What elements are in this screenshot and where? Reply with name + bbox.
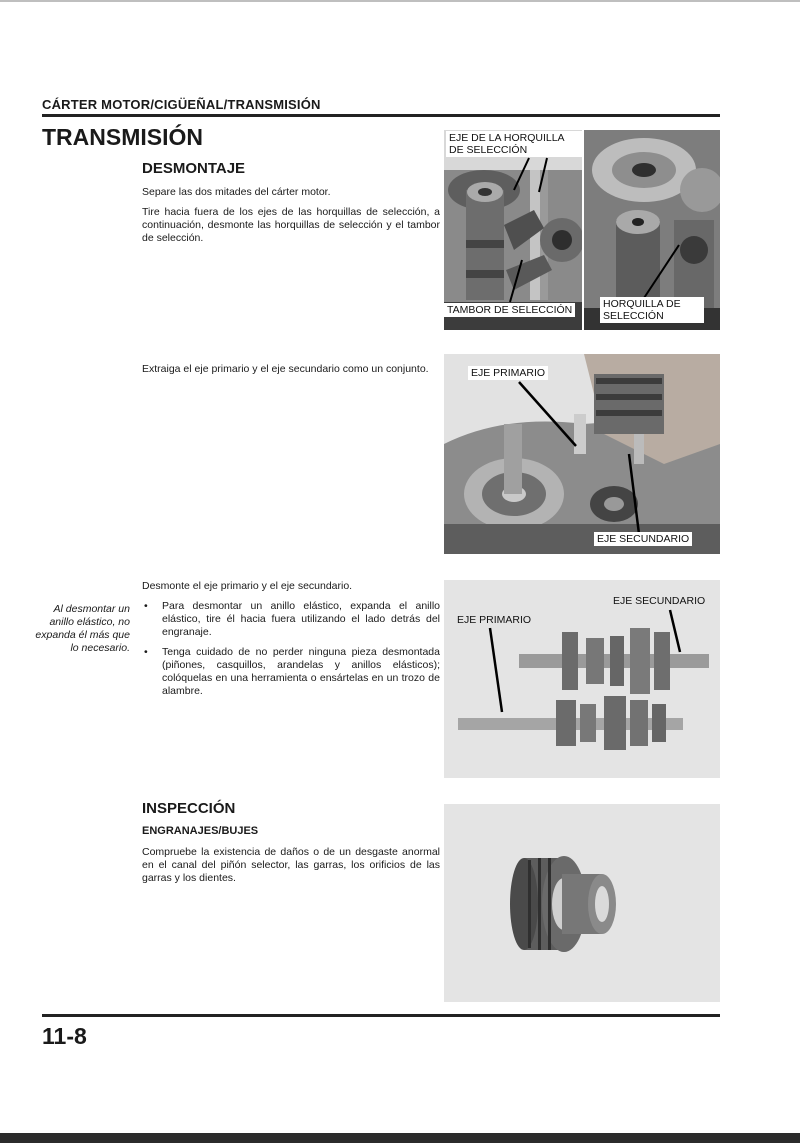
- inspeccion-paragraph: Compruebe la existencia de daños o de un desgaste anormal en el canal del piñón selector, las garras, los orificios de las garras y los dientes.: [142, 846, 440, 884]
- label-secondary-shaft-2: EJE SECUNDARIO: [613, 595, 706, 607]
- photo-shafts-removed: [444, 580, 720, 778]
- inspeccion-heading: INSPECCIÓN: [142, 800, 236, 817]
- label-primary-shaft-2: EJE PRIMARIO: [457, 614, 532, 626]
- footer-bar: [0, 1133, 800, 1143]
- page-title: TRANSMISIÓN: [42, 124, 203, 150]
- bullet-item: • Para desmontar un anillo elástico, expanda el anillo elástico, tire él hacia fuera utilizando el lado detrás del engranaje.: [142, 600, 440, 639]
- bullet-item: • Tenga cuidado de no perder ninguna pieza desmontada (piñones, casquillos, arandelas y anillos elásticos); colóquelas en una herramienta o ensártelas en un trozo de alambre.: [142, 646, 440, 698]
- label-shift-fork: HORQUILLA DE SELECCIÓN: [600, 297, 704, 323]
- photo-shift-fork: [584, 130, 720, 330]
- photo-primary-secondary-assembly: [444, 354, 720, 554]
- footer-rule: [42, 1014, 720, 1017]
- desmontaje-bullet-list: [142, 600, 440, 705]
- photo-gear-inspection: [444, 804, 720, 1002]
- desmontaje-paragraph-3: Extraiga el eje primario y el eje secundario como un conjunto.: [142, 363, 429, 375]
- label-primary-shaft-1: EJE PRIMARIO: [468, 366, 548, 380]
- inspeccion-subheading: ENGRANAJES/BUJES: [142, 825, 259, 837]
- page-number: 11-8: [42, 1023, 87, 1049]
- photo-shift-drum: [444, 130, 582, 330]
- label-secondary-shaft-1: EJE SECUNDARIO: [594, 532, 692, 546]
- label-fork-shaft: EJE DE LA HORQUILLA DE SELECCIÓN: [446, 131, 582, 157]
- section-title: CÁRTER MOTOR/CIGÜEÑAL/TRANSMISIÓN: [42, 97, 321, 112]
- desmontaje-heading: DESMONTAJE: [142, 160, 246, 177]
- side-note: Al desmontar un anillo elástico, no expanda él más que lo necesario.: [35, 603, 130, 654]
- desmontaje-paragraph-2: Tire hacia fuera de los ejes de las horquillas de selección, a continuación, desmonte las horquillas de selección y el tambor de selección.: [142, 206, 440, 244]
- top-edge-line: [0, 0, 800, 2]
- label-shift-drum: TAMBOR DE SELECCIÓN: [444, 303, 575, 317]
- desmontaje-paragraph-1: Separe las dos mitades del cárter motor.: [142, 186, 331, 198]
- desmontaje-paragraph-4: Desmonte el eje primario y el eje secundario.: [142, 580, 353, 592]
- header-rule: [42, 114, 720, 117]
